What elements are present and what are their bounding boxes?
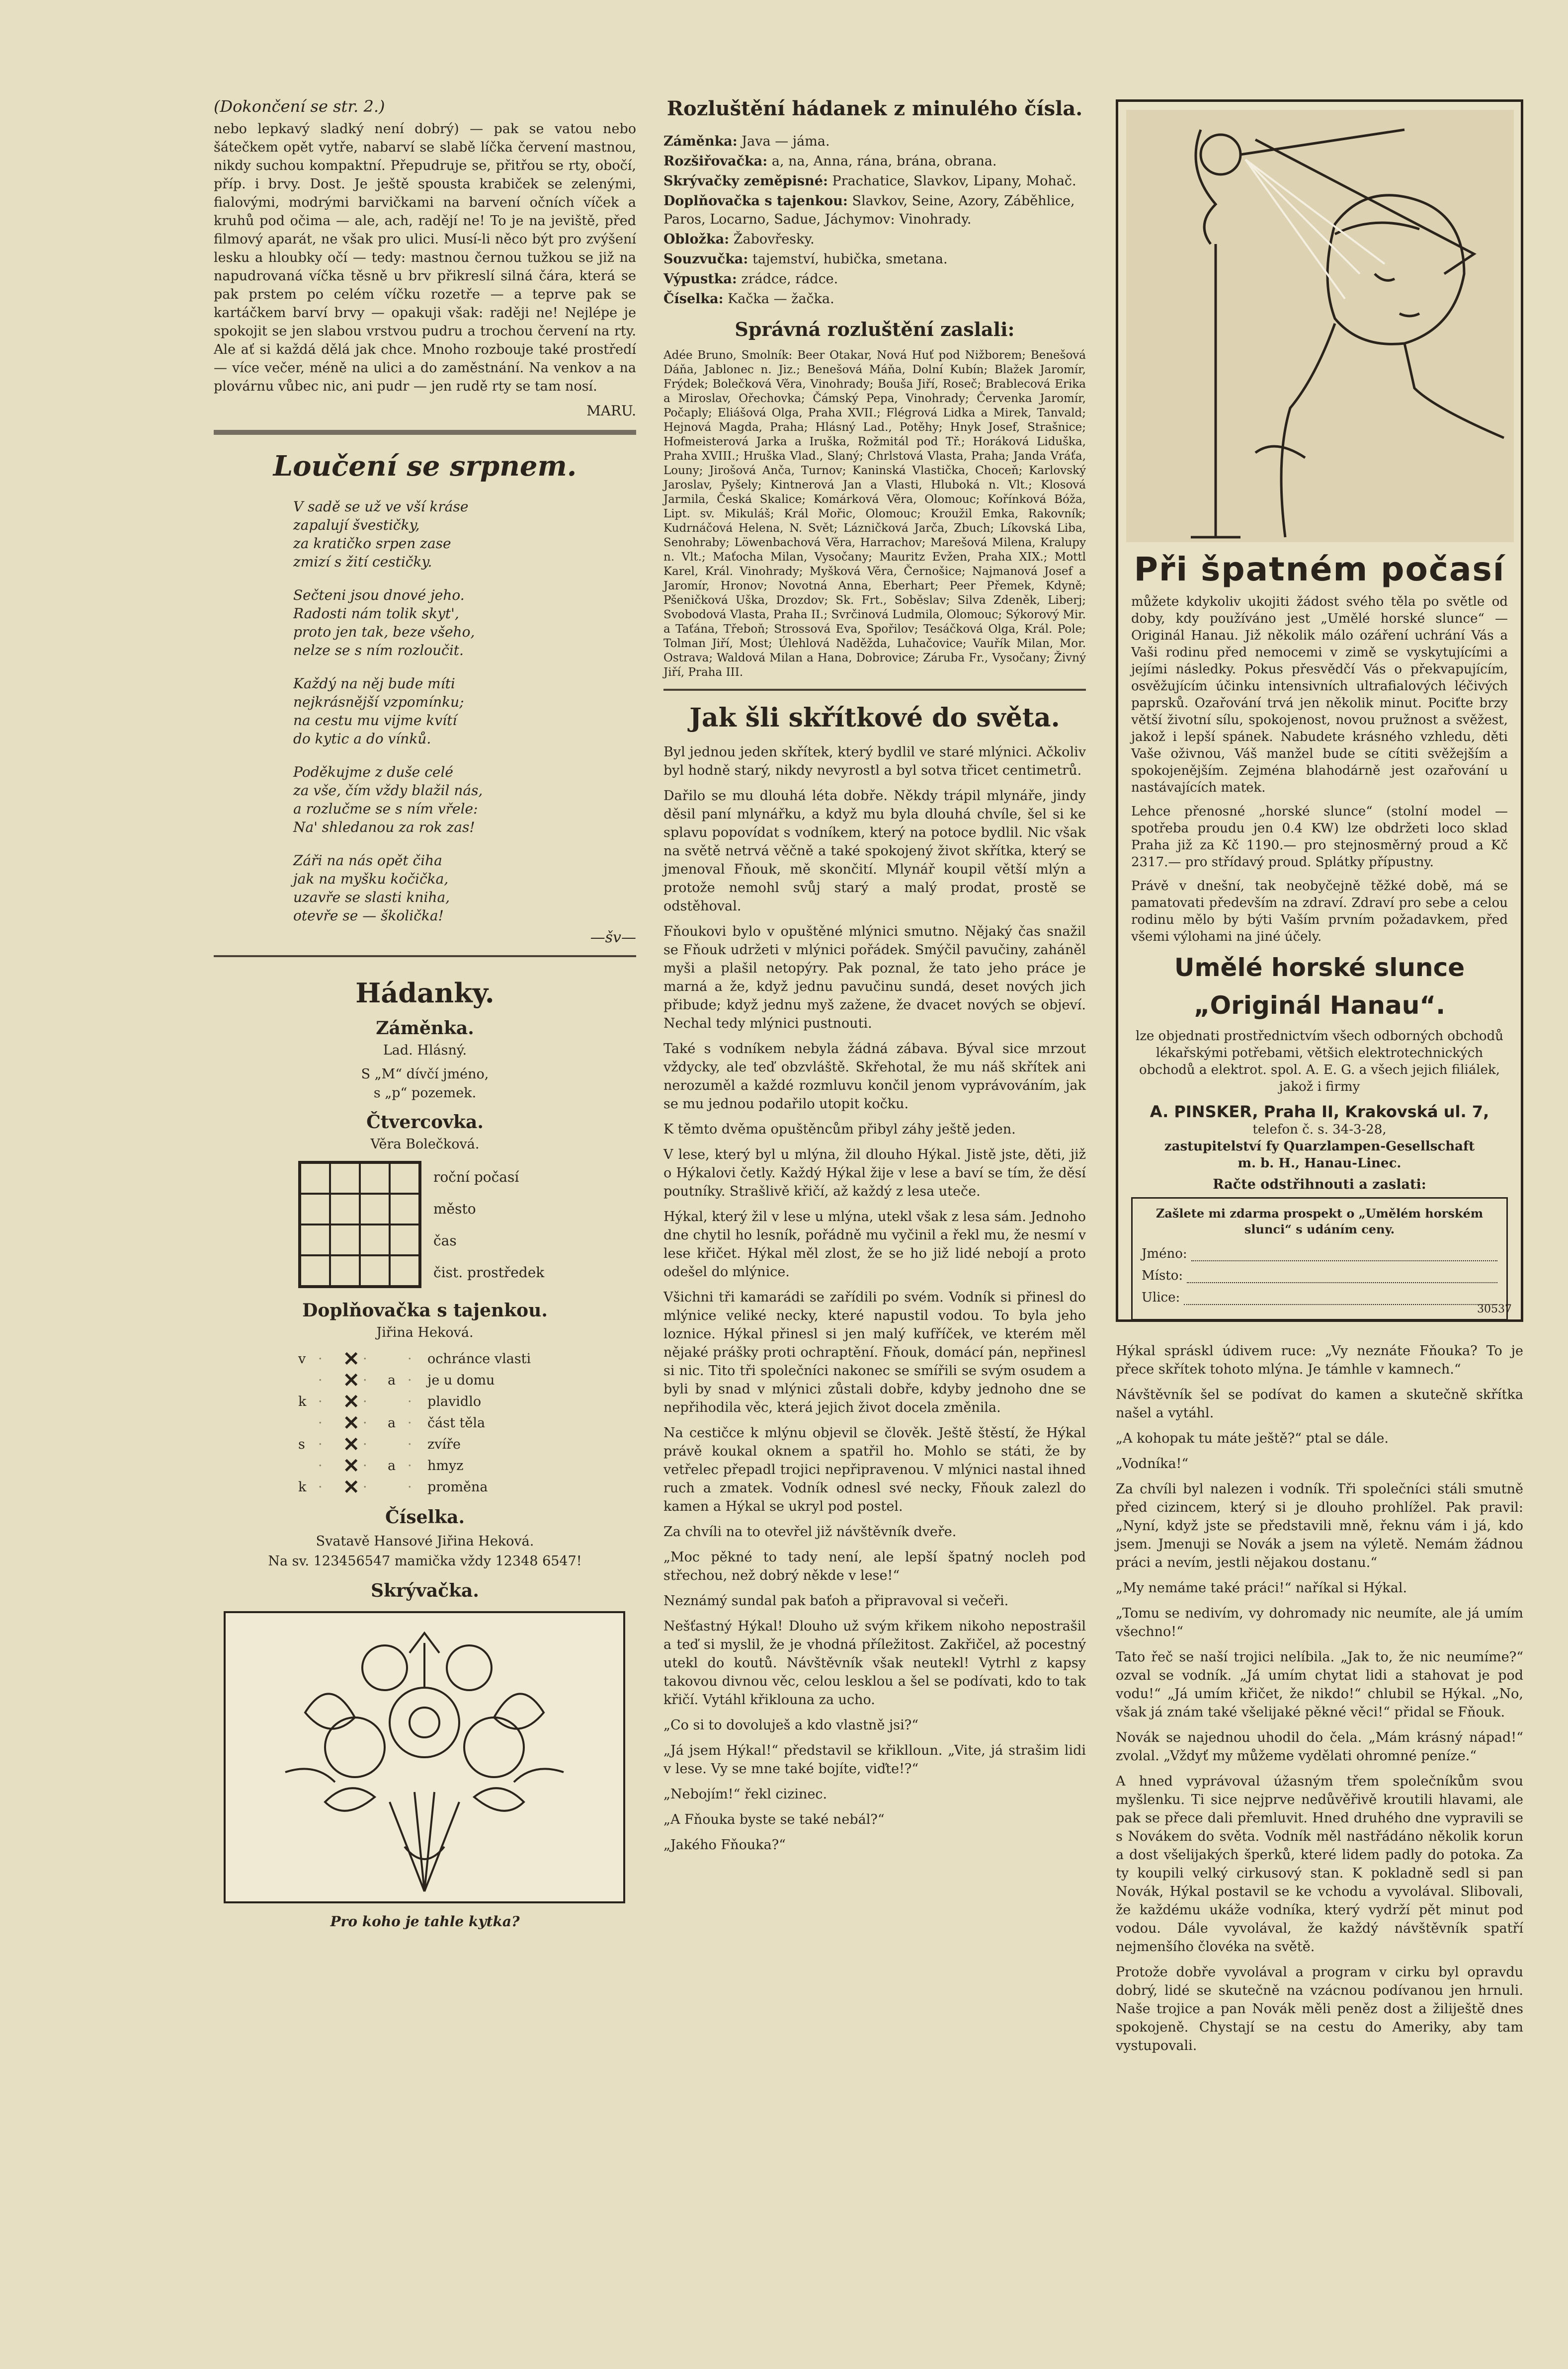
story-paragraph: V lese, který byl u mlýna, žil dlouho Hýkal. Jistě jste, děti, již o Hýkalovi četly. Každý Hýkal žije v lese a baví se tím, že děsí poutníky. Strašlivě křičí, až každý z lesa uteče. <box>663 1147 1086 1199</box>
poem-stanza: Každý na něj bude míti nejkrásnější vzpomínku; na cestu mu vijme kvítí do kytic a do vínků. <box>293 675 464 747</box>
poem-stanza: Poděkujme z duše celé za vše, čím vždy blažil nás, a rozlučme se s ním vřele: Na' shledanou za rok zas! <box>293 764 483 835</box>
story-paragraph: Za chvíli byl nalezen i vodník. Tři společníci stáli smutně před cizincem, který si je dlouho prohlížel. Pak pravil: „Nyní, když jste se představili mně, řeknu vám i já, kdo jsem. Jmenuji se Novák a jsem na výletě. Nemám žádnou práci a nevím, jestli nějakou dostanu.“ <box>1116 1481 1523 1570</box>
cross-icon: ✕ <box>343 1369 360 1392</box>
story-paragraph: Hýkal spráskl údivem ruce: „Vy neznáte Fňouka? To je přece skřítek tohoto mlýna. Je támhle v kamnech.“ <box>1116 1343 1523 1377</box>
ad-dealer: A. PINSKER, Praha II, Krakovská ul. 7, <box>1150 1102 1489 1121</box>
ciselka-title: Číselka. <box>385 1507 465 1528</box>
ad-text: Lehce přenosné „horské slunce“ (stolní model — spotřeba proudu jen 0.4 KW) lze obdržeti loco sklad Praha již za Kč 1190.— pro stejnosměrný proud a Kč 2317.— pro střídavý proud. Splátky přípustny. <box>1131 804 1508 870</box>
story-paragraph: Neznámý sundal pak baťoh a připravoval si večeři. <box>663 1593 1009 1609</box>
ad-number: 30537 <box>1477 1303 1512 1315</box>
ad-representation: zastupitelství fy Quarzlampen-Gesellschaft <box>1164 1139 1475 1154</box>
coupon-street-field[interactable]: Ulice: <box>1142 1290 1497 1305</box>
zamenka-title: Záměnka. <box>376 1018 474 1039</box>
coupon-name-field[interactable]: Jméno: <box>1142 1246 1497 1261</box>
story-paragraph: „Já jsem Hýkal!“ představil se křiklloun. „Vite, já strašim lidi v lese. Vy se mne také bojíte, viďte!?“ <box>663 1743 1086 1777</box>
solution-item: Skrývačky zeměpisné: Prachatice, Slavkov, Lipany, Mohač. <box>663 173 1076 189</box>
story-paragraph: „My nemáme také práci!“ naříkal si Hýkal. <box>1116 1580 1407 1596</box>
doplnovacka-puzzle <box>298 1347 636 1497</box>
solution-item: Výpustka: zrádce, rádce. <box>663 271 838 287</box>
story-paragraph: Byl jednou jeden skřítek, který bydlil ve staré mlýnici. Ačkoliv byl hodně starý, nikdy nevyrostl a byl sotva třicet centimetrů. <box>663 744 1086 778</box>
story-paragraph: Tato řeč se naší trojici nelíbila. „Jak to, že nic neumíme?“ ozval se vodník. „Já umím chytat lidi a stahovat je pod vodu!“ „Já umím křičet, že nikdo!“ chlubil se Hýkal. „No, však já znám také všelijaké pěkné věci!“ přidal se Fňouk. <box>1116 1649 1523 1720</box>
story-paragraph: Za chvíli na to otevřel již návštěvník dveře. <box>663 1524 957 1540</box>
story-paragraph: Na cestičce k mlýnu objevil se člověk. Ještě štěstí, že Hýkal právě koukal oknem a spatřil ho. Mohlo se státi, že by vetřelec přepadl trojici nepřipravenou. V mlýnici nastal ihned ruch a zmatek. Vodník odnesl své necky, Fňouk zalezl do kamen a Hýkal se ukryl pod postel. <box>663 1425 1086 1514</box>
story-paragraph: Nešťastný Hýkal! Dlouho už svým křikem nikoho nepostrašil a teď si myslil, že je vhodná příležitost. Zakřičel, až pocestný utekl do koutů. Návštěvník však neutekl! Vytrhl z kapsy takovou divnou věc, celou lesklou a šel se podívati, kdo to tak křičí. Vytáhl křiklouna za ucho. <box>663 1619 1086 1708</box>
doplnovacka-clue: je u domu <box>427 1373 495 1388</box>
ad-headline: Při špatném počasí <box>1134 550 1505 588</box>
story-paragraph: „A kohopak tu máte ještě?“ ptal se dále. <box>1116 1431 1389 1446</box>
doplnovacka-author: Jiřina Heková. <box>376 1325 474 1340</box>
ctvercovka-grid <box>298 1161 421 1288</box>
correct-solvers-title: Správná rozluštění zaslali: <box>735 318 1015 340</box>
ctvercovka-author: Věra Bolečková. <box>370 1137 480 1152</box>
story-paragraph: Všichni tři kamarádi se zařídili po svém. Vodník si přinesl do mlýnice veliké necky, které napustil vodou. To byla jeho loznice. Hýkal přinesl si jen malý kufříček, ve kterém měl nějaké prášky proti ochraptění. Fňouk, domácí pán, nepřinesl si nic. Tito tři společníci nakonec se smířili se svým osudem a byli by snad v mlýnici zůstali dobře, kdyby jednoho dne se nepřihodila věc, která jejich život docela změnila. <box>663 1290 1086 1415</box>
doplnovacka-clue: plavidlo <box>427 1394 482 1409</box>
correct-solvers-list: Adée Bruno, Smolník: Beer Otakar, Nová Huť pod Nižborem; Benešová Dáňa, Jablonec n. Jiz.; Benešová Máňa, Dolní Kubín; Blažek Jaromír, Frýdek; Bolečková Věra, Vinohrady; Bouša Jiří, Roseč; Brablecová Erika a Miroslav, Ořechovka; Čámský Pepa, Vinohrady; Červenka Jaromír, Počaply; Eliášová Olga, Praha XVII.; Flégrová Lidka a Mirek, Tanvald; Hejnová Magda, Praha; Hlásný Lad., Potěhy; Hnyk Josef, Strašnice; Hofmeisterová Jarka a Iruška, Rožmitál pod Tř.; Horáková Liduška, Praha XVIII.; Hruška Vlad., Slaný; Chrlstová Vlasta, Praha; Janda Vráťa, Louny; Jirošová Anča, Turnov; Kaninská Vlastička, Choceň; Karlovský Jaroslav, Pyšely; Kintnerová Jan a Vlasti, Hluboká n. Vlt.; Klosová Jarmila, Česká Skalice; Komárková Věra, Olomouc; Kořínková Bóža, Lipt. sv. Mikuláš; Král Mořic, Olomouc; Kroužil Emka, Rakovník; Kudrnáčová Helena, N. Svět; Lázničková Jarča, Zbuch; Líkovská Liba, Senohraby; Löwenbachová Věra, Harrachov; Marešová Milena, Kralupy n. Vlt.; Maťocha Milan, Vysočany; Mauritz Evžen, Praha XIX.; Mottl Karel, Král. Vinohrady; Myšková Věra, Černošice; Najmanová Josef a Jaromír, Hronov; Novotná Anna, Eberhart; Peer Přemek, Kdyně; Pšeničková Uška, Drozdov; Sk. Frt., Soběslav; Silva Zdeněk, Liberj; Svobodová Vlasta, Praha II.; Svrčinová Ludmila, Olomouc; Sýkorový Mir. a Taťána, Třeboň; Strossová Eva, Spořilov; Tesáčková Olga, Král. Pole; Tolman Jiří, Most; Úlehlová Naděžda, Luhačovice; Vauřík Milan, Mor. Ostrava; Waldová Milan a Hana, Dobrovice; Záruba Fr., Vysočany; Živný Jiří, Praha III. <box>663 349 1086 679</box>
doplnovacka-row: · ✕ · a · část těla <box>298 1411 636 1433</box>
ctvercovka-title: Čtvercovka. <box>366 1112 484 1133</box>
story-body <box>663 743 1086 1854</box>
ciselka-line: Svatavě Hansové Jiřina Heková. <box>316 1534 534 1549</box>
ctvercovka-clue: město <box>433 1200 476 1217</box>
story-paragraph: „A Fňouka byste se také nebál?“ <box>663 1812 885 1827</box>
continuation-note: (Dokončení se str. 2.) <box>214 97 385 116</box>
zamenka-line: s „p“ pozemek. <box>373 1085 477 1101</box>
doplnovacka-clue: hmyz <box>427 1458 464 1473</box>
ctvercovka-clue: roční počasí <box>433 1168 519 1185</box>
right-column <box>1116 99 1523 2062</box>
flower-bouquet-illustration <box>224 1611 625 1903</box>
doplnovacka-row: s · ✕ · · zvíře <box>298 1433 636 1454</box>
left-column <box>214 97 636 1930</box>
story-paragraph: A hned vyprávoval úžasným třem společníkům svou myšlenku. Ti sice nejprve nedůvěřivě kroutili hlavami, ale pak se přece dali přemluvit. Hned druhého dne vypravili se s Novákem do světa. Vodník měl nastřádáno několik korun a dost všelijakých šperků, které lidem padly do potoka. Za ty koupili velký cirkusový stan. K pokladně sedl si pan Novák, Hýkal postavil se ke vchodu a vyvolával. Slibovali, že každému ukáže vodníka, který vydrží pět minut pod vodou. Dále vyvolával, že každý návštěvník spatří nejmenšího človéka na světě. <box>1116 1774 1523 1955</box>
cross-icon: ✕ <box>343 1347 360 1371</box>
doplnovacka-clue: ochránce vlasti <box>427 1351 531 1367</box>
flower-caption: Pro koho je tahle kytka? <box>330 1913 520 1930</box>
doplnovacka-row: k · ✕ · · proměna <box>298 1475 636 1497</box>
ad-phone: telefon č. s. 34-3-28, <box>1252 1122 1387 1137</box>
coupon-place-field[interactable]: Místo: <box>1142 1268 1497 1283</box>
ctvercovka-clue: čist. prostředek <box>433 1264 545 1281</box>
story-paragraph: „Vodníka!“ <box>1116 1456 1189 1471</box>
section-divider <box>214 955 636 957</box>
cross-icon: ✕ <box>343 1475 360 1499</box>
poem-title: Loučení se srpnem. <box>273 450 577 483</box>
ad-brand-line: Umělé horské slunce <box>1174 953 1465 982</box>
sunlamp-woman-icon <box>1126 110 1514 542</box>
coupon-heading: Zašlete mi zdarma prospekt o „Umělém horském slunci“ s udáním ceny. <box>1155 1206 1484 1236</box>
story-paragraph: „Moc pěkné to tady není, ale lepší špatný nocleh pod střechou, než dobrý někde v lese!“ <box>663 1550 1086 1583</box>
ctvercovka-clues <box>421 1161 544 1288</box>
story-paragraph: Také s vodníkem nebyla žádná zábava. Býval sice mrzout vždycky, ale teď obzvláště. Skřehotal, že mu náš skřítek ani nerozuměl a každé rozmluvu končil jenom vyprávováním, jak se mu jednou podařilo utopit kočku. <box>663 1041 1086 1112</box>
zamenka-line: S „M“ dívčí jméno, <box>361 1066 489 1082</box>
story-paragraph: Fňoukovi bylo v opuštěné mlýnici smutno. Nějaký čas snažil se Fňouk udržeti v mlýnici pořádek. Smýčil pavučiny, zaháněl myši a plašil netopýry. Pak poznal, že tato jeho práce je marná a že, když jednu pavučinu sundá, deset nových jich přibude; když jednu myš zažene, že dvacet nových se objeví. Nechal tedy mlýnici pustnouti. <box>663 924 1086 1031</box>
story-paragraph: Návštěvník šel se podívat do kamen a skutečně skřítka našel a vytáhl. <box>1116 1387 1523 1421</box>
doplnovacka-row: k · ✕ · · plavidlo <box>298 1390 636 1411</box>
cross-icon: ✕ <box>343 1390 360 1413</box>
solution-item: Doplňovačka s tajenkou: Slavkov, Seine, Azory, Záběhlice, Paros, Locarno, Sadue, Jáchymov: Vinohrady. <box>663 193 1075 227</box>
doplnovacka-clue: proměna <box>427 1479 488 1495</box>
ad-text: lze objednati prostřednictvím všech odborných obchodů lékařskými potřebami, většich elektrotechnických obchodů a elektrot. spol. A. E. G. a všech jejich filiálek, jakož i firmy <box>1136 1029 1503 1094</box>
solution-item: Souzvučka: tajemství, hubička, smetana. <box>663 251 948 267</box>
story-paragraph: „Tomu se nedivím, vy dohromady nic neumíte, ale já umím všechno!“ <box>1116 1606 1523 1639</box>
story-continuation <box>1116 1342 1523 2055</box>
doplnovacka-row: · ✕ · a · je u domu <box>298 1369 636 1390</box>
poem-stanza: Sečteni jsou dnové jeho. Radosti nám tolik skyt', proto jen tak, beze všeho, nelze se s ním rozloučit. <box>293 587 475 658</box>
story-paragraph: K těmto dvěma opuštěncům přibyl záhy ještě jeden. <box>663 1122 1016 1137</box>
doplnovacka-row: · ✕ · a · hmyz <box>298 1454 636 1475</box>
riddles-title: Hádanky. <box>355 977 495 1009</box>
advertisement-box <box>1116 99 1523 1322</box>
ctvercovka-clue: čas <box>433 1232 457 1249</box>
solution-item: Obložka: Žabovřesky. <box>663 232 815 247</box>
story-paragraph: Hýkal, který žil v lese u mlýna, utekl však z lesa sám. Jednoho dne chytil ho lesník, pořádně mu vyčinil a řekl mu, že nesmí v lese křičet. Hýkal měl zlost, že se ho již lidé nebojí a proto odešel do mlýnice. <box>663 1209 1086 1280</box>
ctvercovka-puzzle <box>298 1161 636 1288</box>
ad-illustration <box>1126 110 1513 542</box>
story-paragraph: „Nebojím!“ řekl cizinec. <box>663 1787 827 1802</box>
solution-item: Číselka: Kačka — žačka. <box>663 291 834 307</box>
coupon-label: Račte odstřihnouti a zaslati: <box>1213 1177 1426 1192</box>
ad-representation: m. b. H., Hanau-Linec. <box>1238 1156 1402 1171</box>
poem <box>214 497 636 925</box>
doplnovacka-row: v · ✕ · · ochránce vlasti <box>298 1347 636 1369</box>
skryvacka-title: Skrývačka. <box>371 1580 479 1601</box>
story-title: Jak šli skřítkové do světa. <box>689 703 1060 733</box>
ad-brand-line: „Originál Hanau“. <box>1193 991 1446 1020</box>
makeup-article-signature: MARU. <box>586 403 636 419</box>
solution-item: Záměnka: Java — jáma. <box>663 134 830 149</box>
ad-text: můžete kdykoliv ukojiti žádost svého těla po světle od doby, kdy používáno jest „Umělé horské slunce“ — Originál Hanau. Již několik málo ozáření uchrání Vás a Vaši rodinu před nemocemi v zimě se vyskytujícími a jejími následky. Pokus přesvědčí Vás o překvapujícím, osvěžujícím účinku intensivních ultrafialových léčivých paprsků. Ozařování trvá jen několik minut. Pociťte brzy větší životní sílu, spokojenost, novou pružnost a svěžest, jakož i lepší spánek. Nabudete krásného vzhledu, děti Vaše oživnou, Váš manžel bude se cítiti svěžejším a spokojenějším. Zejména blahodárně jest ozařování u nastávajících matek. <box>1131 594 1508 795</box>
zamenka-author: Lad. Hlásný. <box>383 1043 467 1058</box>
story-paragraph: „Jakého Fňouka?“ <box>663 1837 786 1853</box>
doplnovacka-title: Doplňovačka s tajenkou. <box>302 1300 548 1321</box>
cross-icon: ✕ <box>343 1433 360 1456</box>
poem-stanza: V sadě se už ve vší kráse zapalují švestičky, za kratičko srpen zase zmizí s žití cestičky. <box>293 498 469 570</box>
story-paragraph: „Co si to dovoluješ a kdo vlastně jsi?“ <box>663 1717 919 1733</box>
section-divider <box>663 689 1086 691</box>
order-coupon[interactable] <box>1131 1197 1508 1320</box>
makeup-article-text: nebo lepkavý sladký není dobrý) — pak se vatou nebo šátečkem opět vytře, nabarví se slabě líčka červení mastnou, nikdy suchou kompaktní. Přepudruje se, přitřou se rty, obočí, příp. i brvy. Dost. Je ještě spousta krabiček se zelenými, fialovými, modrými barvičkami na barvení očních víček a kruhů pod očima — ale, ach, radějí ne! To je na jeviště, před filmový aparát, ne však pro ulici. Musí-li něco být pro zvýšení lesku a hloubky očí — tedy: mastnou černou tužkou se již na napudrovaná víčka těsně u brv přikreslí silná čára, která se pak prstem po celém víčku rozetře — a teprve pak se kartáčkem barví brvy — opakuji však: raději ne! Nejlépe je spokojit se jen slabou vrstvou pudru a trochou červení na rty. Ale ať si každá dělá jak chce. Mnoho rozbouje také prostředí — více večer, méně na ulici a do zaměstnání. Na venkov a na plovárnu vůbec nic, ani pudr — jen rudě rty se tam nosí. <box>214 121 636 394</box>
cross-icon: ✕ <box>343 1454 360 1477</box>
doplnovacka-clue: zvíře <box>427 1437 461 1452</box>
section-divider <box>214 430 636 435</box>
story-paragraph: Dařilo se mu dlouhá léta dobře. Někdy trápil mlynáře, jindy děsil paní mlynářku, a když mu byla dlouhá chvíle, šel si ke splavu popovídat s vodníkem, který na potoce bydlil. Nic však na světě netrvá věčně a také spokojený život skřítka, který se jmenoval Fňouk, mě skončití. Mlynář koupil větší mlýn a protože nemohl svůj starý a malý prodat, prostě se odstěhoval. <box>663 788 1086 914</box>
cross-icon: ✕ <box>343 1411 360 1435</box>
solution-item: Rozšiřovačka: a, na, Anna, rána, brána, obrana. <box>663 154 997 169</box>
poem-signature: —šv— <box>590 929 636 946</box>
doplnovacka-clue: část těla <box>427 1415 486 1431</box>
ad-text: Právě v dnešní, tak neobyčejně těžké době, má se pamatovati především na zdraví. Zdraví pro sebe a celou rodinu mělo by býti Vaším prvním požadavkem, před všemi výlohami na jiné účely. <box>1131 879 1508 944</box>
poem-stanza: Záři na nás opět čiha jak na myšku kočička, uzavře se slasti kniha, otevře se — školička! <box>293 852 450 924</box>
story-paragraph: Protože dobře vyvolával a program v cirku byl opravdu dobrý, lidé se skutečně na vzácnou podívanou jen hrnuli. Naše trojice a pan Novák měli peněz dost a žiliještě dnes spokojeně. Chystají se na cestu do Ameriky, aby tam vystupovali. <box>1116 1964 1523 2053</box>
ciselka-line: Na sv. 123456547 mamička vždy 12348 6547! <box>268 1553 582 1569</box>
solutions-title: Rozluštění hádanek z minulého čísla. <box>666 97 1083 120</box>
middle-column <box>663 97 1086 1861</box>
flower-bouquet-icon <box>226 1613 623 1901</box>
story-paragraph: Novák se najednou uhodil do čela. „Mám krásný nápad!“ zvolal. „Vždyť my můžeme vydělati ohromné peníze.“ <box>1116 1730 1523 1764</box>
